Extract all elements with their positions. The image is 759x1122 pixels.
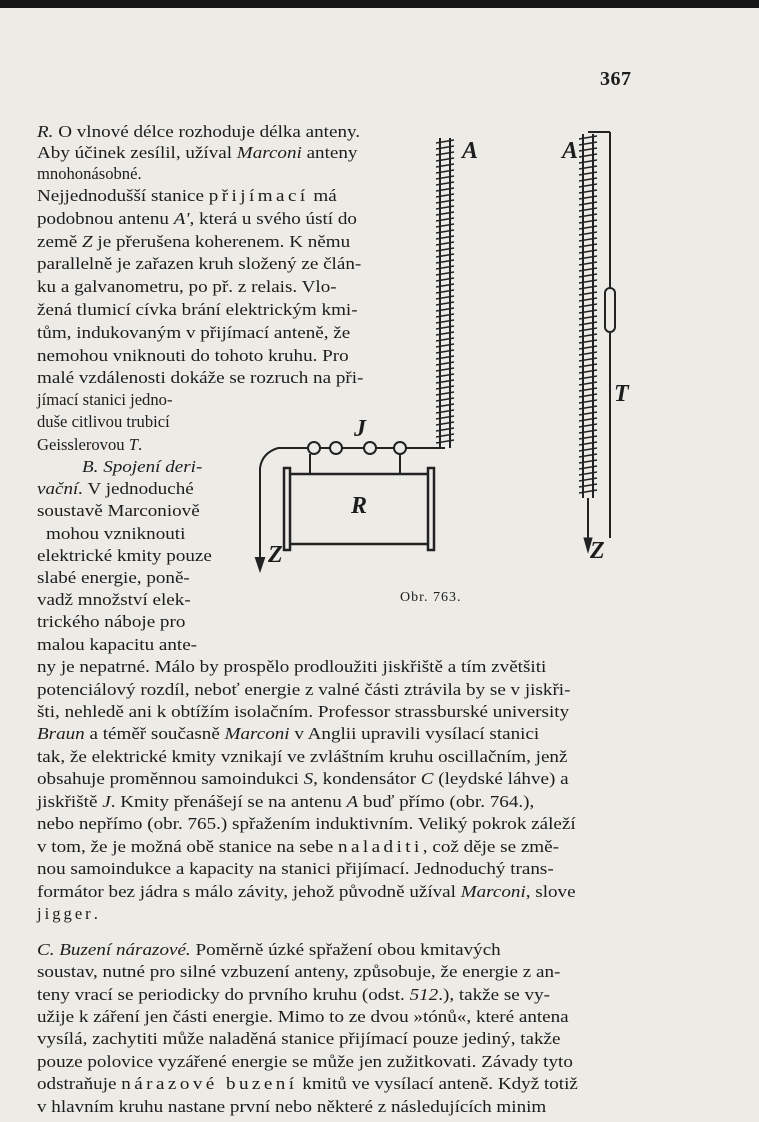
text-span: parallelně je zařazen kruh složený ze člán- [37, 254, 362, 273]
text-span: Z [82, 232, 93, 251]
coil-winding [436, 224, 454, 227]
scan-top-edge [0, 0, 759, 8]
coil-winding [579, 388, 597, 391]
text-span: podobnou antenu [37, 209, 174, 228]
text-span: ku a galvanometru, po př. z relais. Vlo- [37, 277, 337, 296]
coil-winding [579, 274, 597, 277]
coil-winding [579, 448, 597, 451]
text-line [37, 568, 190, 588]
text-span: Marconi [224, 724, 290, 743]
text-line [82, 457, 202, 477]
page-number: 367 [600, 68, 632, 90]
coil-winding [436, 164, 454, 167]
coil-winding [579, 184, 597, 187]
coil-winding [579, 436, 597, 439]
text-span: šti, nehledě ani k obtížím isolačním. Professor strassburské university [37, 702, 570, 721]
coil-winding [436, 158, 454, 161]
coil-winding [436, 272, 454, 275]
coil-winding [579, 400, 597, 403]
text-span: jiskřiště [37, 792, 103, 811]
text-span: T [128, 435, 138, 454]
coil-winding [436, 296, 454, 299]
text-span: pouze polovice vyzářené energie se může jen zužitkovati. Závady tyto [37, 1052, 573, 1071]
label-a-prime: A [562, 138, 579, 164]
coil-winding [579, 232, 597, 235]
text-span: .), takže se vy- [438, 985, 550, 1004]
coil-winding [436, 332, 454, 335]
text-span: S [303, 769, 314, 788]
text-span: vační. [37, 479, 84, 498]
text-line [37, 882, 576, 902]
coil-winding [579, 310, 597, 313]
coil-winding [579, 328, 597, 331]
text-line [37, 904, 98, 924]
text-line [37, 546, 212, 566]
text-span: R. [37, 122, 54, 141]
coil-winding [436, 326, 454, 329]
coil-winding [579, 160, 597, 163]
text-span: nemohou vniknouti do tohoto kruhu. Pro [37, 346, 349, 365]
coil-winding [436, 386, 454, 389]
coil-winding [436, 230, 454, 233]
coil-winding [579, 382, 597, 385]
text-line [37, 590, 191, 610]
coil-winding [579, 346, 597, 349]
coil-winding [579, 256, 597, 259]
text-span: C [420, 769, 434, 788]
coil-winding [579, 250, 597, 253]
coil-winding [579, 412, 597, 415]
coil-winding [579, 178, 597, 181]
coil-winding [436, 362, 454, 365]
coil-winding [579, 154, 597, 157]
coil-winding [579, 484, 597, 487]
text-line [37, 501, 200, 521]
text-line [37, 1007, 569, 1027]
coil-winding [436, 284, 454, 287]
text-line [37, 1074, 578, 1094]
coil-winding [579, 214, 597, 217]
text-span: . Kmity přenášejí se na antenu [110, 792, 347, 811]
text-line [37, 859, 554, 879]
coil-winding [436, 338, 454, 341]
text-span: nárazové buzení [121, 1074, 298, 1093]
coil-winding [579, 172, 597, 175]
text-line [37, 390, 172, 410]
text-span: . [93, 904, 98, 923]
coil-winding [579, 352, 597, 355]
coil-winding [436, 320, 454, 323]
coil-winding [436, 254, 454, 257]
text-span: B. Spojení deri- [82, 457, 203, 476]
coil-winding [579, 376, 597, 379]
coil-winding [436, 290, 454, 293]
text-span: v hlavním kruhu nastane první nebo některé z následujících minim [37, 1097, 547, 1116]
text-line [37, 985, 550, 1005]
coil-winding [436, 404, 454, 407]
coil-winding [579, 424, 597, 427]
text-span: anteny [301, 143, 358, 162]
text-span: v tom, že je možná obě stanice na sebe [37, 837, 338, 856]
coil-winding [579, 466, 597, 469]
text-span: Poměrně úzké spřažení obou kmitavých [190, 940, 501, 959]
coil-winding [579, 340, 597, 343]
coil-winding [436, 410, 454, 413]
text-span: kmitů ve vysílací anteně. Když totiž [297, 1074, 578, 1093]
text-span: A [346, 792, 359, 811]
label-j: J [354, 416, 366, 442]
text-span: Marconi [460, 882, 526, 901]
coil-winding [579, 490, 597, 493]
coil-winding [579, 334, 597, 337]
coil-winding [436, 140, 454, 143]
coil-winding [436, 152, 454, 155]
text-line [37, 837, 559, 857]
coil-winding [579, 298, 597, 301]
text-span: , slove [525, 882, 576, 901]
text-span: vysílá, zachytiti může naladěná stanice přijímací pouze jediný, takže [37, 1029, 561, 1048]
text-span: J [102, 792, 111, 811]
text-span: Geisslerovou [37, 435, 129, 454]
text-span: země [37, 232, 83, 251]
text-span: elektrické kmity pouze [37, 546, 212, 565]
text-line [37, 680, 570, 700]
coil-winding [436, 308, 454, 311]
coil-winding [436, 218, 454, 221]
coil-winding [436, 194, 454, 197]
text-span: užije k záření jen části energie. Mimo to ze dvou »tónů«, které antena [37, 1007, 569, 1026]
coil-winding [579, 454, 597, 457]
coil-winding [436, 236, 454, 239]
coil-winding [579, 478, 597, 481]
coil-winding [579, 322, 597, 325]
text-line [37, 612, 185, 632]
text-span: duše citlivou trubicí [37, 412, 170, 431]
coil-winding [579, 394, 597, 397]
coil-winding [579, 244, 597, 247]
label-z-left: Z [268, 542, 283, 568]
text-span: potenciálový rozdíl, neboť energie z valné části ztrávila by se v jiskři- [37, 680, 571, 699]
coil-winding [579, 220, 597, 223]
text-span: žená tlumicí cívka brání elektrickým kmi- [37, 300, 358, 319]
coil-winding [579, 370, 597, 373]
text-span: Aby účinek zesílil, užíval [37, 143, 237, 162]
text-line [37, 164, 142, 184]
text-line [37, 792, 534, 812]
coil-winding [436, 434, 454, 437]
text-line [37, 1052, 573, 1072]
text-span: . [137, 435, 143, 454]
text-span: tak, že elektrické kmity vznikají ve zvláštním kruhu oscillačním, jenž [37, 747, 568, 766]
coil-winding [436, 248, 454, 251]
text-span: vadž množství elek- [37, 590, 191, 609]
text-line [37, 635, 197, 655]
coil-winding [436, 356, 454, 359]
label-r: R [351, 493, 368, 519]
coil-winding [579, 166, 597, 169]
text-span: mnohonásobné. [37, 164, 142, 183]
text-line [37, 940, 501, 960]
text-span: , což děje se změ- [422, 837, 559, 856]
coil-winding [436, 350, 454, 353]
coil-winding [436, 182, 454, 185]
text-line [37, 814, 576, 834]
text-span: soustavě Marconiově [37, 501, 200, 520]
text-line [37, 657, 546, 677]
text-span: trického náboje pro [37, 612, 186, 631]
coil-winding [436, 314, 454, 317]
figure-763 [250, 118, 630, 618]
coil-winding [579, 142, 597, 145]
coil-winding [436, 428, 454, 431]
coil-winding [436, 344, 454, 347]
coil-winding [579, 460, 597, 463]
coil-winding [436, 266, 454, 269]
coil-winding [436, 368, 454, 371]
text-span: , která u svého ústí do [189, 209, 357, 228]
coil-winding [579, 262, 597, 265]
label-t: T [614, 381, 629, 407]
text-span: je přerušena koherenem. K němu [92, 232, 351, 251]
text-span: , kondensátor [313, 769, 421, 788]
coil-winding [579, 472, 597, 475]
coil-winding [436, 200, 454, 203]
text-span: nou samoindukce a kapacity na stanici přijímací. Jednoduchý trans- [37, 859, 554, 878]
coil-winding [436, 146, 454, 149]
coil-winding [579, 238, 597, 241]
text-span: jímací stanici jedno- [37, 390, 173, 409]
coil-winding [579, 442, 597, 445]
text-line [37, 702, 569, 722]
coil-winding [579, 292, 597, 295]
text-span: buď přímo (obr. 764.), [358, 792, 535, 811]
text-span: Marconi [236, 143, 302, 162]
text-span: přijímací [208, 186, 309, 205]
coil-winding [436, 260, 454, 263]
text-span: ny je nepatrné. Málo by prospělo prodloužiti jiskřiště a tím zvětšiti [37, 657, 547, 676]
coil-winding [436, 176, 454, 179]
text-span: teny vrací se periodicky do prvního kruhu (odst. [37, 985, 410, 1004]
text-line [37, 1029, 561, 1049]
text-span: jigger [37, 904, 94, 923]
coil-winding [436, 242, 454, 245]
text-span: malou kapacitu ante- [37, 635, 198, 654]
ground-arrow-left [256, 558, 264, 570]
text-span: soustav, nutné pro silné vzbuzení anteny, způsobuje, že energie z an- [37, 962, 561, 981]
text-line [37, 435, 142, 455]
coil-winding [436, 392, 454, 395]
text-span: a téměř současně [84, 724, 225, 743]
text-line [37, 724, 539, 744]
text-span: odstraňuje [37, 1074, 122, 1093]
coil-winding [579, 406, 597, 409]
text-span: 512 [409, 985, 439, 1004]
coil-winding [436, 188, 454, 191]
coil-winding [436, 416, 454, 419]
antenna-a-coil [436, 138, 454, 448]
text-span: (leydské láhve) a [433, 769, 569, 788]
text-span: A' [173, 209, 190, 228]
text-span: O vlnové délce rozhoduje délka anteny. [53, 122, 361, 141]
coil-winding [436, 398, 454, 401]
text-span: Braun [37, 724, 85, 743]
geissler-tube-t [605, 278, 615, 332]
text-span: nebo nepřímo (obr. 765.) spřažením induktivním. Veliký pokrok záleží [37, 814, 576, 833]
coil-winding [579, 364, 597, 367]
coil-winding [436, 206, 454, 209]
coil-winding [436, 380, 454, 383]
text-span: mohou vzniknouti [46, 524, 186, 543]
coil-winding [579, 208, 597, 211]
figure-caption: Obr. 763. [400, 590, 462, 605]
text-line [37, 747, 567, 767]
text-line [37, 1097, 546, 1117]
coil-winding [579, 190, 597, 193]
text-span: má [308, 186, 337, 205]
coil-winding [579, 358, 597, 361]
text-span: malé vzdálenosti dokáže se rozruch na při- [37, 368, 364, 387]
text-span: formátor bez jádra s málo závity, jehož původně užíval [37, 882, 461, 901]
coil-winding [579, 136, 597, 139]
text-span: naladiti [337, 837, 423, 856]
coil-winding [436, 302, 454, 305]
coil-winding [436, 374, 454, 377]
text-span: tům, indukovaným v přijímací anteně, že [37, 323, 351, 342]
text-line [37, 479, 194, 499]
coil-winding [436, 170, 454, 173]
text-span: Nejjednodušší stanice [37, 186, 209, 205]
coil-winding [436, 440, 454, 443]
text-span: v Anglii upravili vysílací stanici [289, 724, 540, 743]
text-line [37, 962, 560, 982]
coil-winding [579, 280, 597, 283]
coil-winding [579, 286, 597, 289]
text-line [46, 524, 185, 544]
coil-winding [579, 268, 597, 271]
coil-winding [579, 196, 597, 199]
coil-winding [579, 226, 597, 229]
coil-winding [579, 316, 597, 319]
text-line [37, 412, 170, 432]
coil-winding [436, 278, 454, 281]
text-span: V jednoduché [83, 479, 194, 498]
label-z-right: Z [590, 538, 605, 564]
coil-winding [579, 148, 597, 151]
coil-winding [579, 418, 597, 421]
coil-winding [579, 430, 597, 433]
coil-winding [579, 202, 597, 205]
text-span: slabé energie, poně- [37, 568, 190, 587]
coil-winding [436, 422, 454, 425]
antenna-a-prime-coil [579, 132, 610, 538]
text-line [37, 769, 569, 789]
text-span: C. Buzení nárazové. [37, 940, 191, 959]
coil-winding [436, 212, 454, 215]
label-a: A [462, 138, 479, 164]
text-span: obsahuje proměnnou samoindukci [37, 769, 304, 788]
coil-winding [579, 304, 597, 307]
